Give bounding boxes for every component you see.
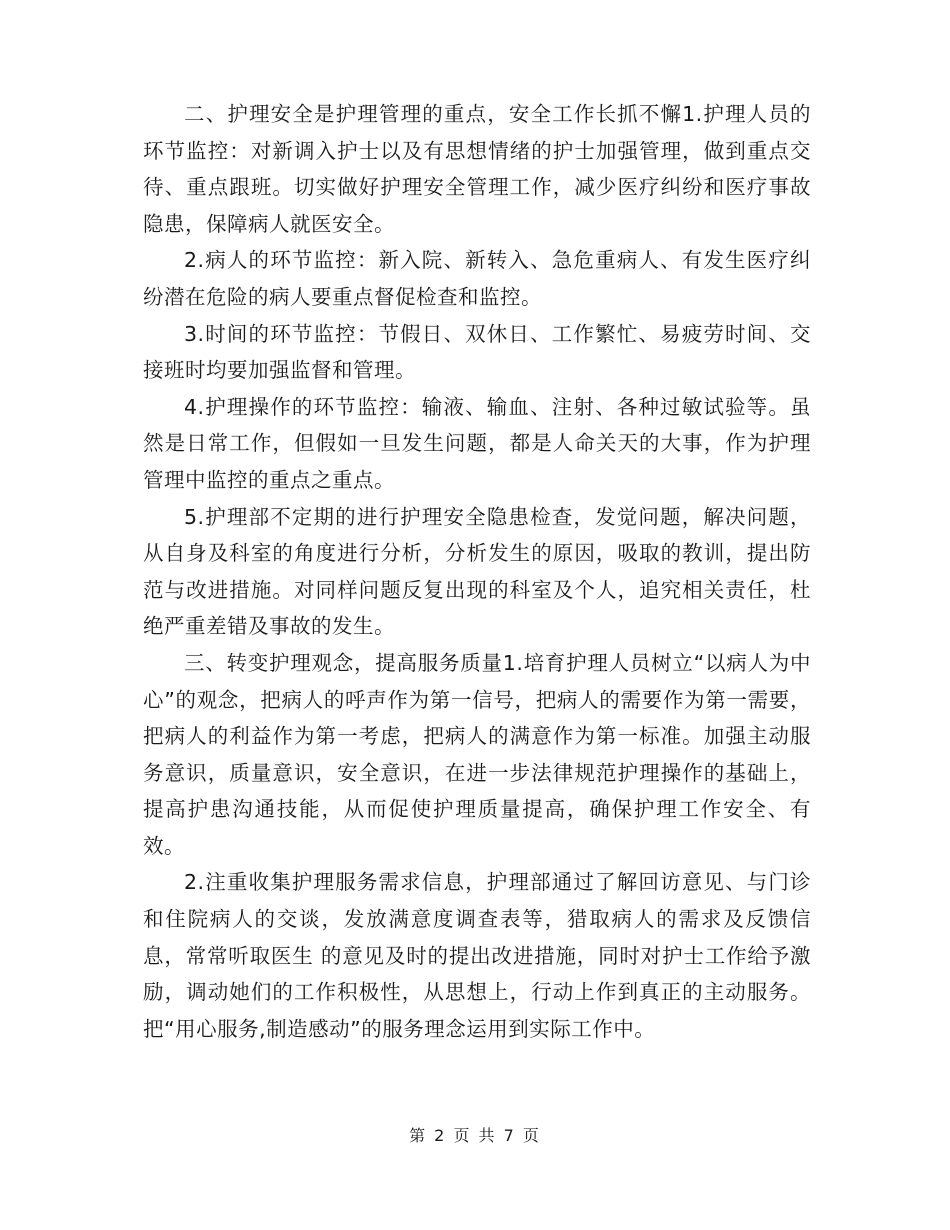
paragraph-safety-inspection: 5.护理部不定期的进行护理安全隐患检查，发觉问题，解决问题，从自身及科室的角度进行分析，分析发生的原因，吸取的教训，提出防范与改进措施。对同样问题反复出现的科室及个人，追究相关责任，杜绝严重差错及事故的发生。 — [143, 504, 811, 639]
paragraph-safety-management: 二、护理安全是护理管理的重点，安全工作长抓不懈1.护理人员的环节监控：对新调入护士以及有思想情绪的护士加强管理，做到重点交待、重点跟班。切实做好护理安全管理工作，减少医疗纠纷和医疗事故隐患，保障病人就医安全。 — [143, 102, 811, 236]
paragraph-service-concept: 三、转变护理观念，提高服务质量1.培育护理人员树立“以病人为中心”的观念，把病人的呼声作为第一信号，把病人的需要作为第一需要，把病人的利益作为第一考虑，把病人的满意作为第一标准。加强主动服务意识，质量意识，安全意识，在进一步法律规范护理操作的基础上，提高护患沟通技能，从而促使护理质量提高，确保护理工作安全、有效。 — [143, 650, 811, 858]
paragraph-patient-monitoring: 2.病人的环节监控：新入院、新转入、急危重病人、有发生医疗纠纷潜在危险的病人要重点督促检查和监控。 — [143, 248, 811, 309]
paragraph-time-monitoring: 3.时间的环节监控：节假日、双休日、工作繁忙、易疲劳时间、交接班时均要加强监督和管理。 — [143, 321, 811, 383]
paragraph-service-feedback: 2.注重收集护理服务需求信息，护理部通过了解回访意见、与门诊和住院病人的交谈，发放满意度调查表等，猎取病人的需求及反馈信息，常常听取医生 的意见及时的提出改进措施，同时对护士工作给予激励，调动她们的工作积极性，从思想上，行动上作到真正的主动服务。把“用心服务,制造感动”的服务理念运用到实际工作中。 — [143, 870, 811, 1041]
paragraph-operation-monitoring: 4.护理操作的环节监控：输液、输血、注射、各种过敏试验等。虽然是日常工作，但假如一旦发生问题，都是人命关天的大事，作为护理管理中监控的重点之重点。 — [143, 394, 811, 492]
page-number-footer: 第 2 页 共 7 页 — [409, 1126, 541, 1145]
document-body — [143, 96, 811, 1047]
